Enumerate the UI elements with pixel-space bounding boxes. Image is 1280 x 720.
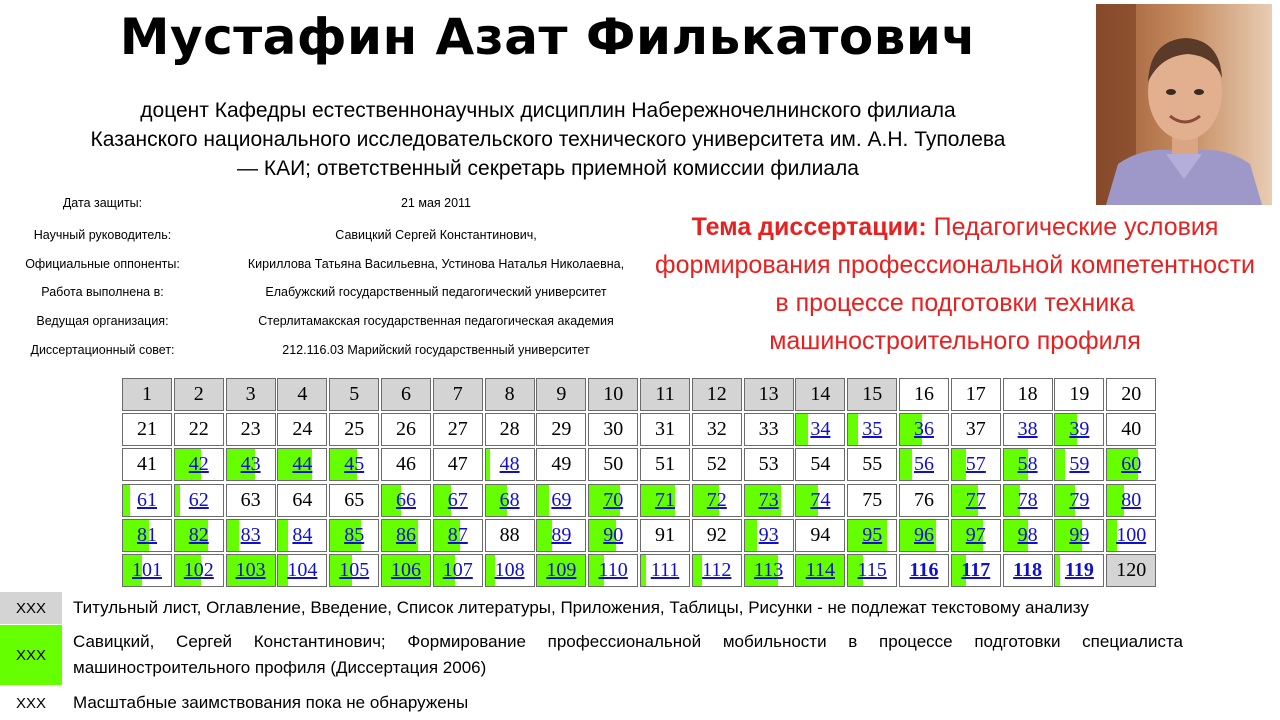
page-cell-30 bbox=[588, 413, 638, 446]
similarity-bar bbox=[745, 520, 757, 551]
page-number: 47 bbox=[447, 453, 468, 476]
page-link[interactable]: 42 bbox=[188, 453, 209, 476]
page-cell-111[interactable] bbox=[640, 554, 690, 587]
legend-swatch-white: XXX bbox=[0, 688, 62, 718]
page-number: 41 bbox=[137, 453, 157, 476]
page-link[interactable]: 117 bbox=[961, 559, 991, 581]
page-cell-105[interactable] bbox=[329, 554, 379, 587]
position-description bbox=[0, 96, 1096, 183]
page-link[interactable]: 35 bbox=[862, 418, 883, 441]
page-number: 25 bbox=[344, 418, 365, 441]
page-link[interactable]: 87 bbox=[447, 523, 468, 546]
page-cell-66[interactable] bbox=[381, 484, 431, 517]
page-link[interactable]: 93 bbox=[758, 523, 779, 546]
page-cell-36[interactable] bbox=[899, 413, 949, 446]
page-cell-98[interactable] bbox=[1003, 519, 1053, 552]
page-cell-28 bbox=[485, 413, 535, 446]
page-cell-9 bbox=[536, 378, 586, 411]
page-cell-116[interactable] bbox=[899, 554, 949, 587]
page-cell-86[interactable] bbox=[381, 519, 431, 552]
page-cell-63 bbox=[226, 484, 276, 517]
page-cell-40 bbox=[1106, 413, 1156, 446]
page-cell-2 bbox=[174, 378, 224, 411]
page-link[interactable]: 67 bbox=[447, 488, 468, 511]
page-cell-77[interactable] bbox=[951, 484, 1001, 517]
dissertation-topic bbox=[645, 208, 1265, 360]
page-number: 54 bbox=[810, 453, 831, 476]
page-link[interactable]: 84 bbox=[292, 523, 313, 546]
page-cell-49 bbox=[536, 448, 586, 481]
meta-label: Дата защиты: bbox=[62, 196, 143, 210]
page-cell-93[interactable] bbox=[744, 519, 794, 552]
page-number: 19 bbox=[1069, 383, 1090, 405]
page-cell-62[interactable] bbox=[174, 484, 224, 517]
page-cell-33 bbox=[744, 413, 794, 446]
page-number: 1 bbox=[142, 383, 152, 405]
page-link[interactable]: 107 bbox=[442, 559, 473, 581]
page-cell-15 bbox=[847, 378, 897, 411]
page-link[interactable]: 69 bbox=[551, 488, 572, 511]
meta-row-opponents bbox=[0, 257, 660, 277]
page-cell-119[interactable] bbox=[1054, 554, 1104, 587]
page-link[interactable]: 105 bbox=[339, 559, 370, 581]
page-link[interactable]: 77 bbox=[965, 488, 986, 511]
page-link[interactable]: 98 bbox=[1017, 523, 1038, 546]
similarity-bar bbox=[537, 520, 551, 551]
page-cell-67[interactable] bbox=[433, 484, 483, 517]
page-number: 17 bbox=[965, 383, 986, 405]
similarity-bar bbox=[900, 449, 912, 480]
page-cell-91 bbox=[640, 519, 690, 552]
similarity-bar bbox=[796, 414, 808, 445]
page-number: 5 bbox=[349, 383, 360, 405]
page-number: 32 bbox=[706, 418, 727, 441]
page-link[interactable]: 89 bbox=[551, 523, 572, 546]
page-link[interactable]: 96 bbox=[914, 523, 934, 546]
similarity-bar bbox=[227, 520, 239, 551]
meta-value: Елабужский государственный педагогический университет bbox=[265, 285, 607, 299]
meta-value: 21 мая 2011 bbox=[400, 196, 472, 210]
page-cell-99[interactable] bbox=[1054, 519, 1104, 552]
page-link[interactable]: 44 bbox=[292, 453, 313, 476]
page-link[interactable]: 119 bbox=[1064, 559, 1094, 581]
page-cell-70[interactable] bbox=[588, 484, 638, 517]
page-cell-87[interactable] bbox=[433, 519, 483, 552]
page-link[interactable]: 104 bbox=[287, 559, 318, 581]
page-number: 27 bbox=[447, 418, 468, 441]
page-cell-45[interactable] bbox=[329, 448, 379, 481]
page-cell-104[interactable] bbox=[277, 554, 327, 587]
page-cell-112[interactable] bbox=[692, 554, 742, 587]
page-number: 13 bbox=[758, 383, 779, 405]
page-number: 46 bbox=[396, 453, 416, 476]
page-cell-38[interactable] bbox=[1003, 413, 1053, 446]
page-cell-4 bbox=[277, 378, 327, 411]
page-cell-107[interactable] bbox=[433, 554, 483, 587]
page-cell-109[interactable] bbox=[536, 554, 586, 587]
page-number: 31 bbox=[655, 418, 675, 441]
page-link[interactable]: 113 bbox=[753, 559, 784, 581]
page-cell-14 bbox=[795, 378, 845, 411]
page-link[interactable]: 80 bbox=[1121, 488, 1142, 511]
meta-label: Официальные оппоненты: bbox=[25, 257, 180, 271]
page-link[interactable]: 116 bbox=[909, 559, 939, 581]
page-link[interactable]: 61 bbox=[137, 488, 157, 511]
position-line: — КАИ; ответственный секретарь приемной комиссии филиала bbox=[237, 157, 859, 180]
page-cell-82[interactable] bbox=[174, 519, 224, 552]
page-number: 37 bbox=[965, 418, 986, 441]
page-link[interactable]: 68 bbox=[499, 488, 520, 511]
page-link[interactable]: 78 bbox=[1017, 488, 1038, 511]
page-link[interactable]: 99 bbox=[1069, 523, 1090, 546]
page-cell-88 bbox=[485, 519, 535, 552]
meta-value: 212.116.03 Марийский государственный университет bbox=[282, 343, 590, 357]
page-link[interactable]: 81 bbox=[137, 523, 157, 546]
page-number: 64 bbox=[292, 488, 313, 511]
page-number: 7 bbox=[452, 383, 463, 405]
page-cell-43[interactable] bbox=[226, 448, 276, 481]
page-cell-117[interactable] bbox=[951, 554, 1001, 587]
legend-text: Савицкий, Сергей Константинович; Формирование профессиональной мобильности в процессе подготовки специалиста машиностроительного профиля (Диссертация 2006) bbox=[73, 632, 1183, 677]
page-link[interactable]: 79 bbox=[1069, 488, 1090, 511]
page-cell-32 bbox=[692, 413, 742, 446]
page-cell-20 bbox=[1106, 378, 1156, 411]
page-cell-89[interactable] bbox=[536, 519, 586, 552]
person-name: Мустафин Азат Филькатович bbox=[119, 8, 977, 66]
page-cell-59[interactable] bbox=[1054, 448, 1104, 481]
page-number: 24 bbox=[292, 418, 313, 441]
page-number: 18 bbox=[1017, 383, 1038, 405]
page-number: 65 bbox=[344, 488, 365, 511]
page-cell-108[interactable] bbox=[485, 554, 535, 587]
page-link[interactable]: 86 bbox=[396, 523, 416, 546]
page-cell-25 bbox=[329, 413, 379, 446]
similarity-bar bbox=[486, 449, 491, 480]
meta-row-institution bbox=[0, 285, 660, 305]
page-cell-23 bbox=[226, 413, 276, 446]
legend-swatch-gray: XXX bbox=[0, 592, 62, 624]
meta-label: Ведущая организация: bbox=[36, 314, 169, 328]
page-cell-56[interactable] bbox=[899, 448, 949, 481]
page-number: 20 bbox=[1121, 383, 1142, 405]
page-link[interactable]: 36 bbox=[914, 418, 934, 441]
page-link[interactable]: 90 bbox=[603, 523, 624, 546]
page-cell-5 bbox=[329, 378, 379, 411]
page-link[interactable]: 48 bbox=[499, 453, 520, 476]
similarity-bar bbox=[175, 485, 180, 516]
meta-label: Диссертационный совет: bbox=[30, 343, 175, 357]
page-number: 76 bbox=[914, 488, 934, 511]
page-cell-69[interactable] bbox=[536, 484, 586, 517]
page-cell-18 bbox=[1003, 378, 1053, 411]
meta-value: Савицкий Сергей Константинович, bbox=[335, 228, 537, 242]
page-cell-24 bbox=[277, 413, 327, 446]
page-cell-58[interactable] bbox=[1003, 448, 1053, 481]
page-cell-21 bbox=[122, 413, 172, 446]
page-cell-7 bbox=[433, 378, 483, 411]
page-number: 88 bbox=[499, 523, 520, 546]
page-link[interactable]: 38 bbox=[1017, 418, 1038, 441]
page-link[interactable]: 72 bbox=[706, 488, 727, 511]
page-number: 50 bbox=[603, 453, 624, 476]
page-cell-47 bbox=[433, 448, 483, 481]
page-cell-79[interactable] bbox=[1054, 484, 1104, 517]
page-cell-95[interactable] bbox=[847, 519, 897, 552]
page-cell-42[interactable] bbox=[174, 448, 224, 481]
page-cell-65 bbox=[329, 484, 379, 517]
page-number: 10 bbox=[603, 383, 624, 405]
page-cell-102[interactable] bbox=[174, 554, 224, 587]
page-cell-118[interactable] bbox=[1003, 554, 1053, 587]
topic-text: Педагогические условия формирования профессиональной компетентности в процессе подготовки техника машиностроительного профиля bbox=[655, 213, 1255, 355]
page-number: 55 bbox=[862, 453, 883, 476]
page-link[interactable]: 73 bbox=[758, 488, 779, 511]
page-link[interactable]: 100 bbox=[1116, 523, 1147, 546]
similarity-bar bbox=[693, 555, 703, 586]
page-cell-85[interactable] bbox=[329, 519, 379, 552]
page-cell-37 bbox=[951, 413, 1001, 446]
similarity-bar bbox=[848, 414, 858, 445]
page-cell-84[interactable] bbox=[277, 519, 327, 552]
page-cell-52 bbox=[692, 448, 742, 481]
page-number: 23 bbox=[240, 418, 261, 441]
page-link[interactable]: 115 bbox=[857, 559, 887, 581]
page-cell-44[interactable] bbox=[277, 448, 327, 481]
page-cell-27 bbox=[433, 413, 483, 446]
page-cell-12 bbox=[692, 378, 742, 411]
page-cell-57[interactable] bbox=[951, 448, 1001, 481]
legend-swatch-green: XXX bbox=[0, 625, 62, 685]
page-link[interactable]: 85 bbox=[344, 523, 365, 546]
position-line: доцент Кафедры естественнонаучных дисциплин Набережночелнинского филиала bbox=[140, 99, 956, 122]
meta-value: Стерлитамакская государственная педагогическая академия bbox=[258, 314, 614, 328]
page-cell-50 bbox=[588, 448, 638, 481]
page-link[interactable]: 71 bbox=[655, 488, 675, 511]
page-cell-3 bbox=[226, 378, 276, 411]
page-link[interactable]: 34 bbox=[810, 418, 831, 441]
page-cell-74[interactable] bbox=[795, 484, 845, 517]
position-line: Казанского национального исследовательского технического университета им. А.Н. Туполева bbox=[90, 128, 1006, 151]
page-cell-90[interactable] bbox=[588, 519, 638, 552]
page-cell-60[interactable] bbox=[1106, 448, 1156, 481]
page-link[interactable]: 97 bbox=[965, 523, 986, 546]
page-link[interactable]: 45 bbox=[344, 453, 365, 476]
page-cell-106[interactable] bbox=[381, 554, 431, 587]
page-link[interactable]: 39 bbox=[1069, 418, 1090, 441]
page-cell-13 bbox=[744, 378, 794, 411]
page-link[interactable]: 43 bbox=[240, 453, 261, 476]
page-link[interactable]: 112 bbox=[702, 559, 732, 581]
page-cell-78[interactable] bbox=[1003, 484, 1053, 517]
page-number: 92 bbox=[706, 523, 727, 546]
page-link[interactable]: 106 bbox=[391, 559, 421, 581]
similarity-bar bbox=[952, 449, 966, 480]
page-number: 26 bbox=[396, 418, 416, 441]
page-link[interactable]: 114 bbox=[805, 559, 836, 581]
page-number: 12 bbox=[706, 383, 727, 405]
page-cell-39[interactable] bbox=[1054, 413, 1104, 446]
page-number: 22 bbox=[188, 418, 209, 441]
page-link[interactable]: 108 bbox=[494, 559, 525, 581]
page-cell-73[interactable] bbox=[744, 484, 794, 517]
meta-value: Кириллова Татьяна Васильевна, Устинова Наталья Николаевна, bbox=[247, 257, 625, 271]
page-link[interactable]: 95 bbox=[862, 523, 883, 546]
page-cell-53 bbox=[744, 448, 794, 481]
page-cell-8 bbox=[485, 378, 535, 411]
page-cell-48[interactable] bbox=[485, 448, 535, 481]
page-number: 11 bbox=[655, 383, 675, 405]
page-link[interactable]: 111 bbox=[650, 559, 680, 581]
page-cell-35[interactable] bbox=[847, 413, 897, 446]
page-number: 51 bbox=[655, 453, 675, 476]
page-number: 14 bbox=[810, 383, 831, 405]
page-link[interactable]: 118 bbox=[1013, 559, 1043, 581]
page-cell-29 bbox=[536, 413, 586, 446]
page-link[interactable]: 103 bbox=[235, 559, 266, 581]
page-cell-120 bbox=[1106, 554, 1156, 587]
page-cell-113[interactable] bbox=[744, 554, 794, 587]
page-number: 16 bbox=[914, 383, 934, 405]
similarity-bar bbox=[1055, 449, 1065, 480]
page-number: 4 bbox=[297, 383, 308, 405]
page-cell-34[interactable] bbox=[795, 413, 845, 446]
similarity-bar bbox=[641, 555, 646, 586]
page-number: 75 bbox=[862, 488, 883, 511]
page-cell-11 bbox=[640, 378, 690, 411]
page-cell-64 bbox=[277, 484, 327, 517]
page-cell-51 bbox=[640, 448, 690, 481]
page-cell-92 bbox=[692, 519, 742, 552]
legend-text: Масштабные заимствования пока не обнаружены bbox=[73, 693, 469, 712]
page-cell-76 bbox=[899, 484, 949, 517]
page-cell-1 bbox=[122, 378, 172, 411]
page-number: 94 bbox=[810, 523, 831, 546]
page-cell-103[interactable] bbox=[226, 554, 276, 587]
page-link[interactable]: 56 bbox=[914, 453, 934, 476]
page-link[interactable]: 70 bbox=[603, 488, 624, 511]
page-link[interactable]: 60 bbox=[1121, 453, 1142, 476]
meta-row-supervisor bbox=[0, 228, 660, 248]
similarity-bar bbox=[123, 485, 130, 516]
page-number: 3 bbox=[245, 383, 256, 405]
page-number: 15 bbox=[862, 383, 883, 405]
page-link[interactable]: 82 bbox=[188, 523, 209, 546]
page-cell-80[interactable] bbox=[1106, 484, 1156, 517]
page-cell-22 bbox=[174, 413, 224, 446]
page-cell-16 bbox=[899, 378, 949, 411]
page-cell-31 bbox=[640, 413, 690, 446]
page-number: 2 bbox=[193, 383, 204, 405]
page-cell-97[interactable] bbox=[951, 519, 1001, 552]
page-number: 53 bbox=[758, 453, 779, 476]
page-cell-114[interactable] bbox=[795, 554, 845, 587]
page-cell-46 bbox=[381, 448, 431, 481]
page-number: 30 bbox=[603, 418, 624, 441]
legend-text: Титульный лист, Оглавление, Введение, Список литературы, Приложения, Таблицы, Рисунки - не подлежат текстовому анализу bbox=[73, 598, 1089, 617]
page-cell-68[interactable] bbox=[485, 484, 535, 517]
page-link[interactable]: 83 bbox=[240, 523, 261, 546]
meta-label: Научный руководитель: bbox=[33, 228, 172, 242]
page-link[interactable]: 74 bbox=[810, 488, 831, 511]
page-number: 6 bbox=[401, 383, 411, 405]
page-cell-75 bbox=[847, 484, 897, 517]
page-cell-96[interactable] bbox=[899, 519, 949, 552]
page-cell-17 bbox=[951, 378, 1001, 411]
page-link[interactable]: 57 bbox=[965, 453, 986, 476]
similarity-bar bbox=[278, 520, 288, 551]
topic-label: Тема диссертации: bbox=[691, 213, 927, 241]
page-cell-72[interactable] bbox=[692, 484, 742, 517]
page-link[interactable]: 59 bbox=[1069, 453, 1090, 476]
page-number: 91 bbox=[655, 523, 675, 546]
page-number: 28 bbox=[499, 418, 520, 441]
page-cell-61[interactable] bbox=[122, 484, 172, 517]
page-cell-26 bbox=[381, 413, 431, 446]
portrait-photo bbox=[1096, 4, 1272, 205]
page-cell-10 bbox=[588, 378, 638, 411]
page-cell-83[interactable] bbox=[226, 519, 276, 552]
meta-row-council bbox=[0, 343, 660, 363]
page-cell-41 bbox=[122, 448, 172, 481]
page-link[interactable]: 101 bbox=[132, 559, 162, 581]
page-cell-54 bbox=[795, 448, 845, 481]
page-number: 120 bbox=[1116, 559, 1147, 581]
page-cell-115[interactable] bbox=[847, 554, 897, 587]
page-number: 21 bbox=[137, 418, 157, 441]
page-number: 63 bbox=[240, 488, 261, 511]
page-number: 33 bbox=[758, 418, 779, 441]
page-cell-94 bbox=[795, 519, 845, 552]
meta-label: Работа выполнена в: bbox=[41, 285, 164, 299]
page-link[interactable]: 110 bbox=[598, 559, 628, 581]
page-number: 52 bbox=[706, 453, 727, 476]
page-cell-6 bbox=[381, 378, 431, 411]
page-cell-81[interactable] bbox=[122, 519, 172, 552]
page-cell-71[interactable] bbox=[640, 484, 690, 517]
page-cell-100[interactable] bbox=[1106, 519, 1156, 552]
meta-row-defense-date bbox=[0, 196, 660, 216]
page-cell-19 bbox=[1054, 378, 1104, 411]
page-cell-110[interactable] bbox=[588, 554, 638, 587]
page-number: 49 bbox=[551, 453, 572, 476]
page-link[interactable]: 66 bbox=[396, 488, 416, 511]
page-link[interactable]: 58 bbox=[1017, 453, 1038, 476]
page-number: 8 bbox=[504, 383, 515, 405]
page-link[interactable]: 109 bbox=[546, 559, 577, 581]
similarity-bar bbox=[537, 485, 549, 516]
page-number: 9 bbox=[556, 383, 567, 405]
meta-row-leading-org bbox=[0, 314, 660, 334]
page-number: 29 bbox=[551, 418, 572, 441]
page-cell-55 bbox=[847, 448, 897, 481]
page-link[interactable]: 102 bbox=[183, 559, 214, 581]
similarity-bar bbox=[1055, 555, 1060, 586]
page-grid bbox=[122, 378, 1158, 588]
page-link[interactable]: 62 bbox=[188, 488, 209, 511]
page-number: 40 bbox=[1121, 418, 1142, 441]
page-cell-101[interactable] bbox=[122, 554, 172, 587]
